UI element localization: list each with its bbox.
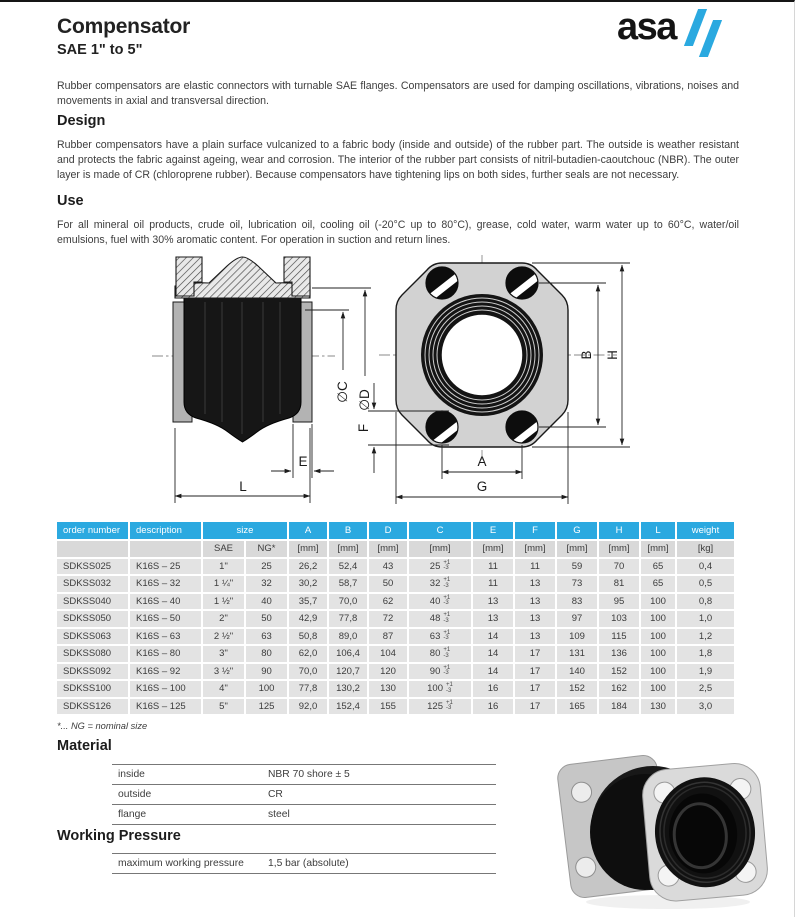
table-cell: 63 +1 -3: [409, 629, 471, 645]
table-cell: 0,4: [677, 559, 734, 575]
table-row: [57, 629, 734, 645]
dim-label-d: ∅D: [357, 389, 372, 411]
table-row: [57, 576, 734, 592]
table-cell: K16S – 100: [130, 681, 201, 697]
table-cell: 35,7: [289, 594, 327, 610]
table-cell: 50: [246, 611, 287, 627]
table-header-cell: E: [473, 522, 513, 539]
table-unit-cell: [mm]: [369, 541, 407, 557]
table-cell: 100: [641, 594, 675, 610]
dim-label-f: F: [356, 423, 371, 433]
material-label: outside: [118, 789, 152, 800]
material-row: [112, 804, 496, 825]
table-cell: 42,9: [289, 611, 327, 627]
table-cell: 120: [369, 664, 407, 680]
table-cell: 109: [557, 629, 597, 645]
working-pressure-table: [112, 853, 496, 874]
table-cell: 1,9: [677, 664, 734, 680]
table-cell: 50: [369, 576, 407, 592]
side-view-drawing: [152, 257, 372, 503]
table-row: [57, 681, 734, 697]
dim-label-c: ∅C: [335, 381, 350, 403]
material-label: flange: [118, 809, 147, 820]
table-cell: 130: [369, 681, 407, 697]
table-cell: SDKSS100: [57, 681, 128, 697]
table-unit-cell: [mm]: [329, 541, 367, 557]
table-cell: 1 ½": [203, 594, 244, 610]
table-cell: 5": [203, 699, 244, 715]
table-cell: 120,7: [329, 664, 367, 680]
table-cell: 100: [641, 681, 675, 697]
table-cell: 13: [515, 629, 555, 645]
table-cell: 11: [515, 559, 555, 575]
technical-drawing: [57, 252, 738, 518]
table-cell: 100: [641, 629, 675, 645]
material-heading: Material: [57, 738, 112, 754]
dim-label-h: H: [605, 350, 620, 360]
material-label: inside: [118, 769, 145, 780]
table-cell: 100 +1 -3: [409, 681, 471, 697]
table-cell: 77,8: [329, 611, 367, 627]
table-cell: 70,0: [289, 664, 327, 680]
table-cell: 89,0: [329, 629, 367, 645]
table-cell: 80 +1 -3: [409, 646, 471, 662]
table-cell: 25: [246, 559, 287, 575]
working-pressure-row: [112, 853, 496, 874]
table-header-cell: G: [557, 522, 597, 539]
table-cell: 83: [557, 594, 597, 610]
table-cell: 65: [641, 576, 675, 592]
intro-paragraph: Rubber compensators are elastic connectors with turnable SAE flanges. Compensators are used for damping oscillations, vibrations, noises and movements in axial and transversal direction.: [57, 80, 739, 108]
table-cell: SDKSS080: [57, 646, 128, 662]
table-cell: 1": [203, 559, 244, 575]
table-cell: 162: [599, 681, 639, 697]
table-cell: 152: [599, 664, 639, 680]
table-cell: 25 +1 -3: [409, 559, 471, 575]
table-cell: 30,2: [289, 576, 327, 592]
table-cell: 65: [641, 559, 675, 575]
logo-slash-icon: [699, 20, 722, 57]
table-row: [57, 646, 734, 662]
table-header-cell: F: [515, 522, 555, 539]
table-cell: 131: [557, 646, 597, 662]
working-pressure-heading: Working Pressure: [57, 828, 181, 844]
table-cell: 106,4: [329, 646, 367, 662]
table-cell: 11: [473, 559, 513, 575]
table-cell: 90: [246, 664, 287, 680]
front-view-drawing: [356, 255, 630, 504]
table-cell: 32 +1 -3: [409, 576, 471, 592]
table-row: [57, 664, 734, 680]
table-cell: 17: [515, 681, 555, 697]
table-cell: 72: [369, 611, 407, 627]
table-cell: 152: [557, 681, 597, 697]
table-row: [57, 611, 734, 627]
table-cell: 1,0: [677, 611, 734, 627]
table-cell: 125 +1 -3: [409, 699, 471, 715]
design-paragraph: Rubber compensators have a plain surface vulcanized to a fabric body (inside and outside) of the rubber part. The outside is weather resistant and protects the fabric against ageing, wear and corrosion. The interior of the rubber part consists of nitril-butadien-caoutchouc (NBR). The outer layer is made of CR (chloroprene rubber). Because compensators have tightening lips on both sides, further seals are not necessary.: [57, 139, 739, 182]
table-cell: 100: [641, 664, 675, 680]
table-row: [57, 594, 734, 610]
table-unit-cell: [mm]: [557, 541, 597, 557]
table-cell: 17: [515, 646, 555, 662]
table-header-cell: D: [369, 522, 407, 539]
table-cell: K16S – 25: [130, 559, 201, 575]
table-cell: 2 ½": [203, 629, 244, 645]
table-cell: 43: [369, 559, 407, 575]
table-header-cell: size: [203, 522, 287, 539]
dim-label-b: B: [579, 350, 594, 360]
material-table: [112, 764, 496, 825]
material-value: CR: [268, 789, 283, 800]
asa-logo-text: asa: [617, 6, 676, 48]
table-cell: 58,7: [329, 576, 367, 592]
table-cell: 130,2: [329, 681, 367, 697]
table-cell: 63: [246, 629, 287, 645]
working-pressure-value: 1,5 bar (absolute): [268, 858, 349, 869]
table-cell: 52,4: [329, 559, 367, 575]
dim-label-g: G: [476, 479, 488, 494]
table-cell: 100: [641, 646, 675, 662]
table-cell: SDKSS032: [57, 576, 128, 592]
table-cell: 4": [203, 681, 244, 697]
table-cell: K16S – 80: [130, 646, 201, 662]
table-header-cell: description: [130, 522, 201, 539]
table-unit-cell: [mm]: [641, 541, 675, 557]
table-header-cell: order number: [57, 522, 128, 539]
table-cell: 16: [473, 699, 513, 715]
material-value: NBR 70 shore ± 5: [268, 769, 350, 780]
use-paragraph: For all mineral oil products, crude oil, lubrication oil, cooling oil (-20°C up to 80°C), grease, cold water, warm water up to 60°C, water/oil emulsions, fuel with 30% aromatic content. For operation in suction and return lines.: [57, 219, 739, 247]
table-row: [57, 559, 734, 575]
use-heading: Use: [57, 193, 84, 209]
table-cell: 104: [369, 646, 407, 662]
table-cell: 50,8: [289, 629, 327, 645]
dim-label-l: L: [239, 479, 247, 494]
table-cell: 125: [246, 699, 287, 715]
table-header-cell: L: [641, 522, 675, 539]
table-cell: 3,0: [677, 699, 734, 715]
table-cell: 165: [557, 699, 597, 715]
table-cell: 26,2: [289, 559, 327, 575]
table-cell: 14: [473, 629, 513, 645]
table-unit-cell: [mm]: [473, 541, 513, 557]
table-cell: 1,2: [677, 629, 734, 645]
table-header-cell: weight: [677, 522, 734, 539]
table-unit-cell: [mm]: [599, 541, 639, 557]
table-cell: 13: [515, 576, 555, 592]
table-cell: 2": [203, 611, 244, 627]
table-unit-cell: [mm]: [515, 541, 555, 557]
design-heading: Design: [57, 113, 106, 129]
table-cell: 13: [473, 611, 513, 627]
table-cell: 14: [473, 664, 513, 680]
table-header-cell: A: [289, 522, 327, 539]
table-cell: 62: [369, 594, 407, 610]
table-cell: 2,5: [677, 681, 734, 697]
table-unit-cell: [57, 541, 128, 557]
table-cell: 13: [515, 594, 555, 610]
table-cell: K16S – 40: [130, 594, 201, 610]
table-unit-cell: [mm]: [409, 541, 471, 557]
table-cell: K16S – 50: [130, 611, 201, 627]
table-cell: 92,0: [289, 699, 327, 715]
table-cell: SDKSS025: [57, 559, 128, 575]
table-unit-cell: SAE: [203, 541, 244, 557]
table-cell: 100: [246, 681, 287, 697]
table-cell: 14: [473, 646, 513, 662]
table-unit-cell: NG*: [246, 541, 287, 557]
dimensions-table: [55, 520, 736, 716]
table-cell: SDKSS063: [57, 629, 128, 645]
table-cell: 70: [599, 559, 639, 575]
table-cell: 80: [246, 646, 287, 662]
table-cell: 32: [246, 576, 287, 592]
table-cell: 16: [473, 681, 513, 697]
table-cell: K16S – 92: [130, 664, 201, 680]
asa-logo: [617, 6, 752, 66]
table-cell: 13: [473, 594, 513, 610]
table-cell: K16S – 32: [130, 576, 201, 592]
working-pressure-label: maximum working pressure: [118, 858, 244, 869]
table-cell: 40: [246, 594, 287, 610]
table-cell: K16S – 63: [130, 629, 201, 645]
table-cell: SDKSS040: [57, 594, 128, 610]
table-cell: 77,8: [289, 681, 327, 697]
table-cell: SDKSS050: [57, 611, 128, 627]
table-cell: 11: [473, 576, 513, 592]
material-row: [112, 784, 496, 804]
table-row: [57, 699, 734, 715]
table-unit-cell: [mm]: [289, 541, 327, 557]
table-cell: 115: [599, 629, 639, 645]
logo-slash-icon: [684, 9, 707, 46]
dim-label-e: E: [298, 454, 308, 469]
table-cell: 100: [641, 611, 675, 627]
table-cell: 95: [599, 594, 639, 610]
table-cell: 17: [515, 664, 555, 680]
table-cell: 73: [557, 576, 597, 592]
table-header-cell: H: [599, 522, 639, 539]
table-cell: 81: [599, 576, 639, 592]
table-cell: 97: [557, 611, 597, 627]
table-header-cell: C: [409, 522, 471, 539]
table-cell: 136: [599, 646, 639, 662]
table-cell: 155: [369, 699, 407, 715]
table-cell: 1,8: [677, 646, 734, 662]
table-cell: 130: [641, 699, 675, 715]
material-row: [112, 764, 496, 784]
table-cell: 1 ¼": [203, 576, 244, 592]
page-subtitle: SAE 1" to 5": [57, 42, 143, 58]
table-cell: 3": [203, 646, 244, 662]
table-cell: SDKSS126: [57, 699, 128, 715]
table-cell: K16S – 125: [130, 699, 201, 715]
table-cell: 140: [557, 664, 597, 680]
table-unit-cell: [130, 541, 201, 557]
table-cell: 59: [557, 559, 597, 575]
table-cell: 17: [515, 699, 555, 715]
material-value: steel: [268, 809, 290, 820]
table-cell: SDKSS092: [57, 664, 128, 680]
photo-front-flange: [640, 761, 769, 903]
table-cell: 0,5: [677, 576, 734, 592]
table-cell: 0,8: [677, 594, 734, 610]
table-cell: 152,4: [329, 699, 367, 715]
page-title: Compensator: [57, 15, 191, 38]
table-cell: 13: [515, 611, 555, 627]
product-photo: [550, 742, 770, 916]
table-cell: 184: [599, 699, 639, 715]
table-unit-cell: [kg]: [677, 541, 734, 557]
table-cell: 62,0: [289, 646, 327, 662]
table-cell: 90 +1 -3: [409, 664, 471, 680]
table-cell: 3 ½": [203, 664, 244, 680]
table-cell: 103: [599, 611, 639, 627]
dim-label-a: A: [477, 454, 487, 469]
table-cell: 87: [369, 629, 407, 645]
table-cell: 40 +1 -3: [409, 594, 471, 610]
table-cell: 48 +1 -3: [409, 611, 471, 627]
table-cell: 70,0: [329, 594, 367, 610]
table-footnote: *... NG = nominal size: [57, 721, 148, 731]
table-header-cell: B: [329, 522, 367, 539]
